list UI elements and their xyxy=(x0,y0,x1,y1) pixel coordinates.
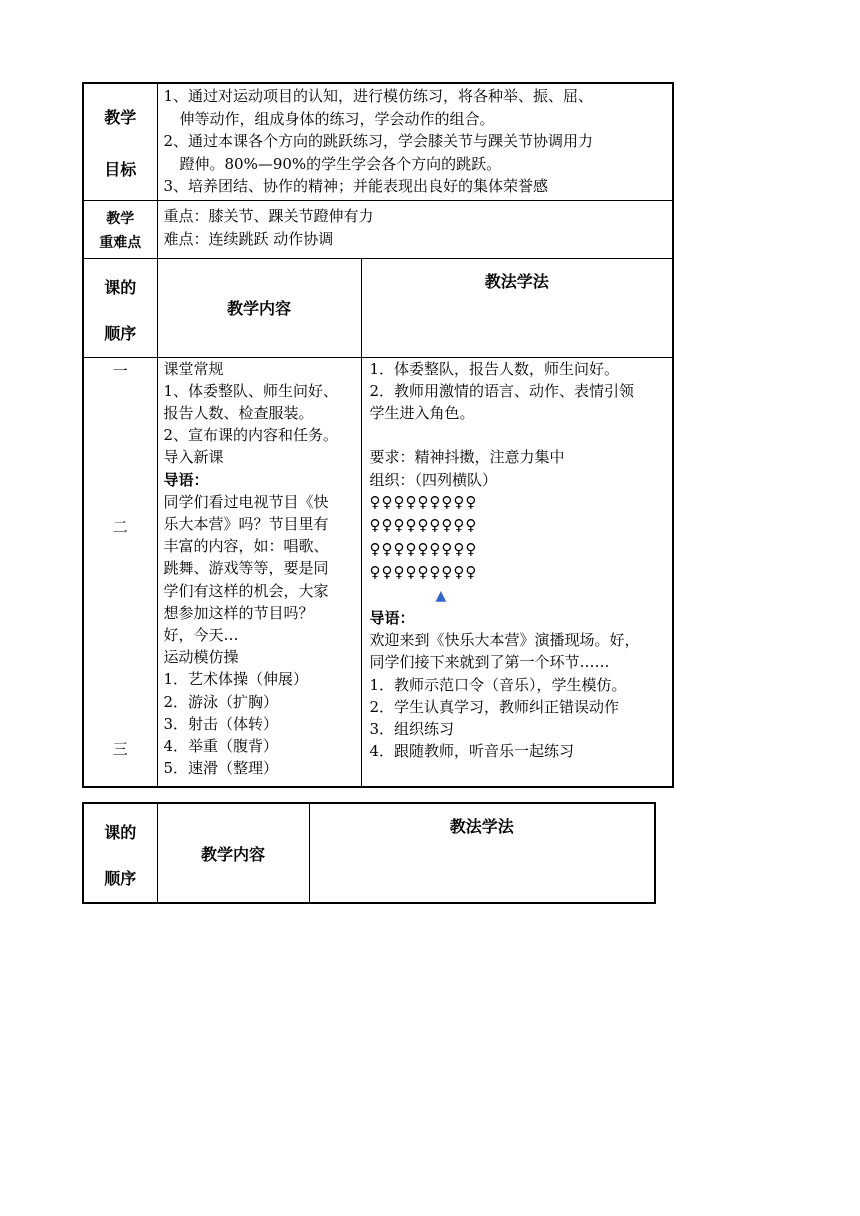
method-line: 学生进入角色。 xyxy=(369,403,475,422)
content-line: 5．速滑（整理） xyxy=(163,759,279,778)
difficulty-content-cell xyxy=(157,200,673,258)
content-line: 同学们看过电视节目《快 xyxy=(163,492,329,511)
content-line: 2、宣布课的内容和任务。 xyxy=(163,426,339,445)
formation-row: ♀♀♀♀♀♀♀♀♀ xyxy=(369,492,478,511)
content-line: 好，今天… xyxy=(163,625,239,644)
content-line: 跳舞、游戏等等，要是同 xyxy=(163,559,329,578)
method-line: 导语： xyxy=(369,608,415,627)
method-line: 要求：精神抖擞，注意力集中 xyxy=(369,448,565,467)
content-header-cell xyxy=(157,258,361,357)
method-header-cell xyxy=(361,258,673,357)
method-line: 1．体委整队，报告人数，师生问好。 xyxy=(369,359,620,378)
method-cell xyxy=(361,357,673,787)
method-line: 1．教师示范口令（音乐），学生模仿。 xyxy=(369,675,627,694)
method-line: 组织：（四列横队） xyxy=(369,470,498,489)
objectives-label-1: 教学 xyxy=(104,108,137,127)
second-order-header-cell xyxy=(83,803,157,903)
method-line: 3．组织练习 xyxy=(369,719,455,738)
formation-row: ♀♀♀♀♀♀♀♀♀ xyxy=(369,516,478,535)
method-line: 4．跟随教师，听音乐一起练习 xyxy=(369,742,575,761)
content-line: 课堂常规 xyxy=(163,359,224,378)
content-line: 2．游泳（扩胸） xyxy=(163,692,279,711)
second-method-header-cell xyxy=(309,803,655,903)
content-line: 导入新课 xyxy=(163,448,224,467)
content-line: 1．艺术体操（伸展） xyxy=(163,670,309,689)
content-line: 乐大本营》吗？节目里有 xyxy=(163,514,329,533)
order-header-cell xyxy=(83,258,157,357)
lesson-plan-table xyxy=(82,82,674,788)
order-cell xyxy=(83,357,157,787)
content-line: 1、体委整队、师生问好、 xyxy=(163,381,339,400)
objective-line: 蹬伸。80%—90%的学生学会各个方向的跳跃。 xyxy=(179,154,502,173)
second-header-row xyxy=(83,803,655,903)
difficulty-label-cell xyxy=(83,200,157,258)
difficulty-label-1: 教学 xyxy=(106,210,135,227)
hard-point: 难点：连续跳跃 动作协调 xyxy=(163,230,334,248)
formation-row: ♀♀♀♀♀♀♀♀♀ xyxy=(369,539,478,558)
objective-line: 1、通过对运动项目的认知，进行模仿练习，将各种举、振、屈、 xyxy=(163,87,594,105)
content-line: 丰富的内容，如：唱歌、 xyxy=(163,537,329,556)
second-order-header-2: 顺序 xyxy=(104,869,137,888)
content-line: 报告人数、检查服装。 xyxy=(163,403,314,422)
content-line: 运动模仿操 xyxy=(163,648,239,667)
order-header-1: 课的 xyxy=(104,277,137,297)
column-header-row xyxy=(83,258,673,357)
method-line: 2．教师用激情的语言、动作、表情引领 xyxy=(369,381,635,400)
content-line: 想参加这样的节目吗？ xyxy=(163,603,314,622)
method-header: 教法学法 xyxy=(484,271,549,291)
content-line: 4．举重（腹背） xyxy=(163,736,279,755)
content-line: 学们有这样的机会，大家 xyxy=(163,581,329,600)
body-row xyxy=(83,357,673,787)
difficulty-row xyxy=(83,200,673,258)
method-line: 欢迎来到《快乐大本营》演播现场。好， xyxy=(369,631,640,650)
method-line: 同学们接下来就到了第一个环节…… xyxy=(369,653,610,672)
content-cell xyxy=(157,357,361,787)
objective-line: 伸等动作，组成身体的练习，学会动作的组合。 xyxy=(179,109,495,128)
objective-line: 3、培养团结、协作的精神；并能表现出良好的集体荣誉感 xyxy=(163,177,549,195)
second-lesson-table xyxy=(82,802,656,904)
teacher-marker-icon: ▲ xyxy=(435,587,447,604)
key-point: 重点：膝关节、踝关节蹬伸有力 xyxy=(163,206,374,225)
order-header-2: 顺序 xyxy=(104,323,137,343)
objectives-label-cell xyxy=(83,83,157,200)
method-line-blank xyxy=(370,424,667,446)
objectives-label-2: 目标 xyxy=(104,160,137,179)
order-mark-3: 三 xyxy=(112,739,128,758)
second-content-header-cell xyxy=(157,803,309,903)
order-mark-2: 二 xyxy=(112,517,128,536)
objectives-content-cell xyxy=(157,83,673,200)
content-line: 导语： xyxy=(163,470,209,489)
order-mark-1: 一 xyxy=(112,361,128,380)
second-content-header: 教学内容 xyxy=(200,844,265,864)
objectives-row xyxy=(83,83,673,200)
content-line: 3．射击（体转） xyxy=(163,714,279,733)
second-method-header: 教法学法 xyxy=(449,817,514,836)
second-order-header-1: 课的 xyxy=(104,823,137,842)
method-line: 2．学生认真学习，教师纠正错误动作 xyxy=(369,697,620,716)
formation-row: ♀♀♀♀♀♀♀♀♀ xyxy=(369,563,478,582)
content-header: 教学内容 xyxy=(226,299,291,318)
objective-line: 2、通过本课各个方向的跳跃练习，学会膝关节与踝关节协调用力 xyxy=(163,132,594,150)
difficulty-label-2: 重难点 xyxy=(99,234,142,251)
